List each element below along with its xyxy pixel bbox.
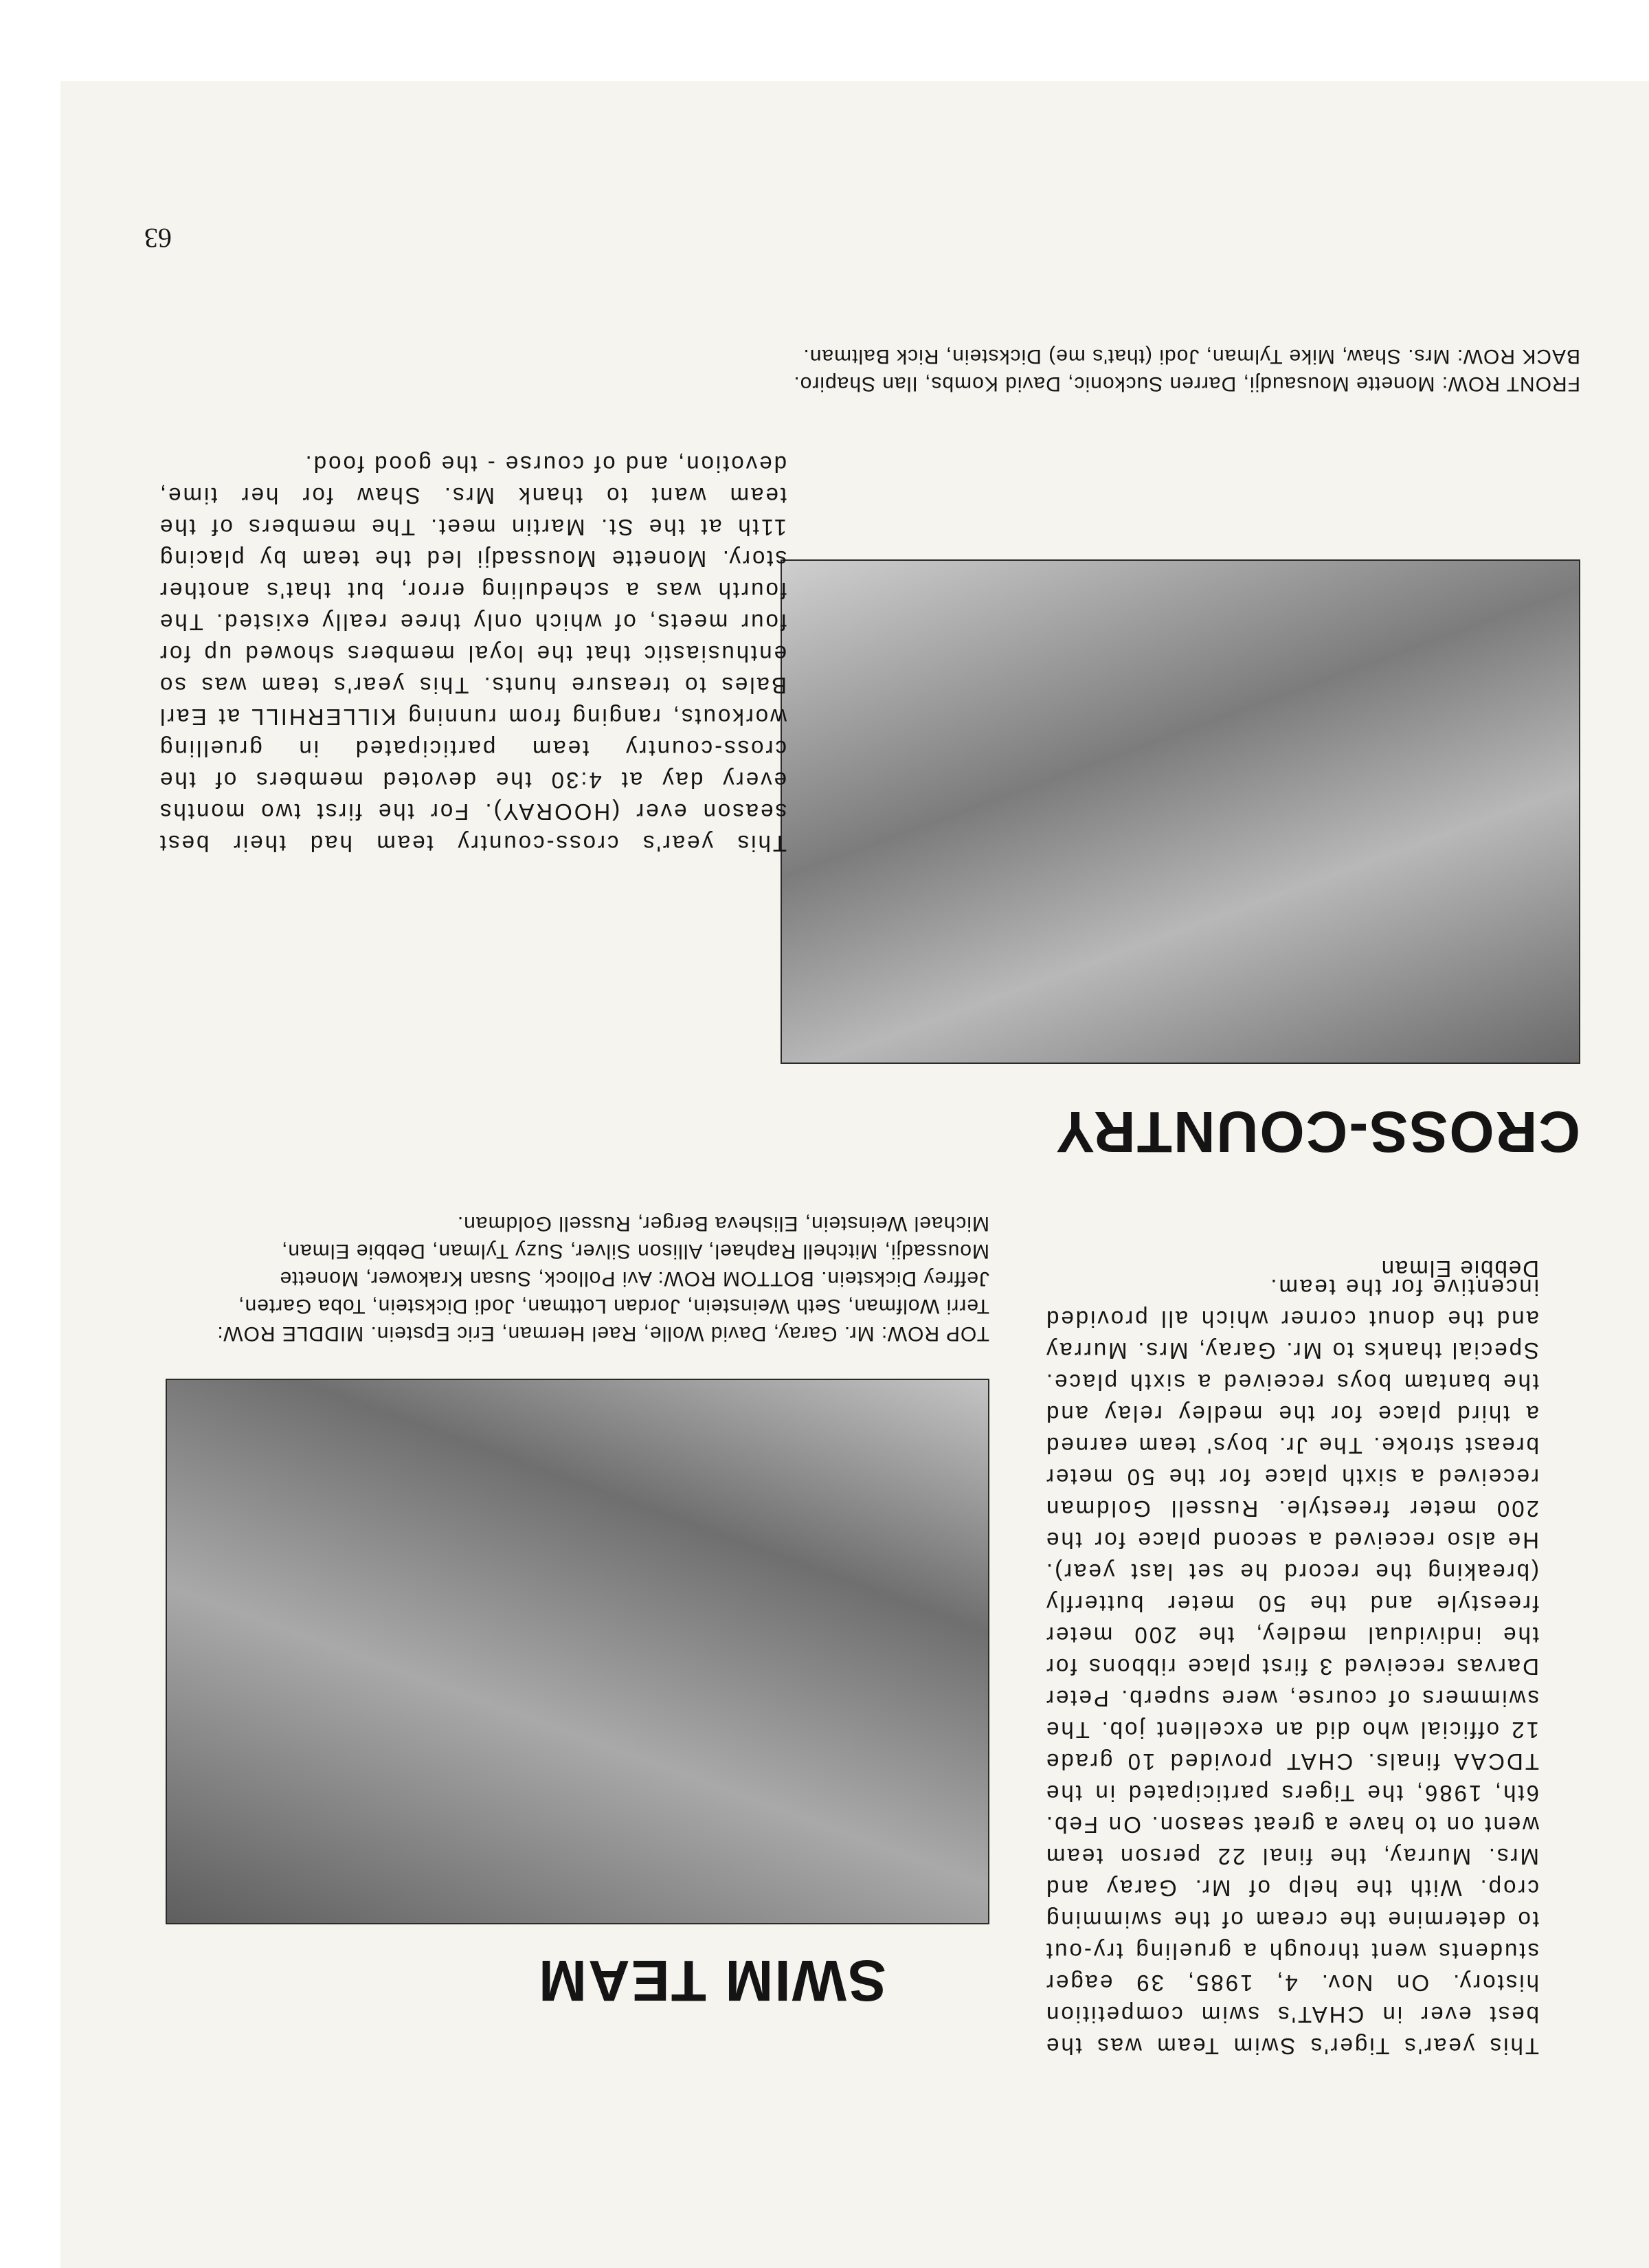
cross-country-team-photo — [781, 559, 1580, 1064]
page-number: 63 — [144, 223, 172, 254]
swim-team-photo — [166, 1379, 989, 1924]
yearbook-page — [60, 81, 1649, 2268]
cross-country-heading: CROSS-COUNTRY — [1055, 1100, 1580, 1164]
swim-team-heading: SWIM TEAM — [537, 1948, 886, 2013]
swim-team-article: This year's Tiger's Swim Team was the best ever in CHAT's swim competition history. On Nov. 4, 1985, 39 eager students went through a grueling try-out to determine the cream of the swimming crop. With the help of Mr. Garay and Mrs. Murray, the final 22 person team went on to have a great season. On Feb. 6th, 1986, the Tigers participated in the TDCAA finals. CHAT provided 10 grade 12 official who did an excellent job. The swimmers of course, were superb. Peter Darvas received 3 first place ribbons for the individual medley, the 200 meter freestyle and the 50 meter butterfly (breaking the record he set last year). He also received a second place for the 200 meter freestyle. Russell Goldman received a sixth place for the 50 meter breast stroke. The Jr. boys' team earned a third place for the medley relay and the bantam boys received a sixth place. Special thanks to Mr. Garay, Mrs. Murray and the donut corner which all provided incentive for the team. — [1044, 1275, 1539, 2059]
cross-country-article: This year's cross-country team had their best season ever (HOORAY). For the first two months every day at 4:30 the devoted members of the cross-country team participated in gruelling workouts, ranging from running KILLERHILL at Earl Bales to treasure hunts. This year's team was so enthusiastic that the loyal members showed up for four meets, of which only three really existed. The fourth was a scheduling error, but that's another story. Monette Moussadji led the team by placing 11th at the St. Martin meet. The members of the team want to thank Mrs. Shaw for her time, devotion, and of course - the good food. — [158, 452, 787, 856]
cross-country-photo-caption: FRONT ROW: Monette Mousaudji, Darren Suckonic, David Kombs, Ilan Shapiro. BACK ROW: Mrs. Shaw, Mike Tylman, Jodi (that's me) Dickstein, Rick Baltman. — [793, 345, 1580, 395]
swim-team-photo-caption: TOP ROW: Mr. Garay, David Wolle, Rael Herman, Eric Epstein. MIDDLE ROW: Terri Wolfman, Seth Weinstein, Jordan Lottman, Jodi Dickstein, Toba Garten, Jeffrey Dickstein. BOTTOM ROW: Avi Pollock, Susan Krakower, Monette Moussadji, Mitchell Raphael, Allison Silver, Suzy Tylman, Debbie Elman, Michael Weinstein, Elisheva Berger, Russell Goldman. — [216, 1212, 989, 1345]
swim-team-byline: Debbie Elman — [1380, 1256, 1539, 1282]
